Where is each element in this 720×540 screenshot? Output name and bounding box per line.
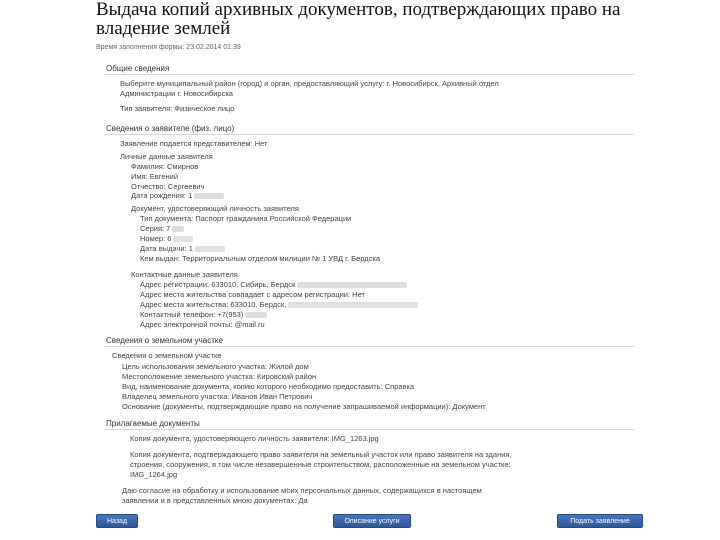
attachment-land-right-line-1: Копия документа, подтверждающего право заявителя на земельный участок или право заявителя на здания, bbox=[130, 450, 512, 459]
section-general-title: Общие сведения bbox=[106, 64, 170, 73]
number-field: Номер: 6 bbox=[140, 234, 193, 243]
land-owner-field: Владелец земельного участка: Иванов Иван Петрович bbox=[122, 392, 313, 401]
attachment-land-right-line-2: строения, сооружения, в том числе незавершенные строительством, расположенные на земельном участке: bbox=[130, 460, 511, 469]
attachment-id-doc[interactable]: Копия документа, удостоверяющего личность заявителя: IMG_1263.jpg bbox=[130, 434, 379, 443]
back-button[interactable]: Назад bbox=[96, 514, 138, 528]
section-divider bbox=[104, 429, 634, 430]
personal-data-title: Личные данные заявителя bbox=[120, 152, 213, 161]
email-field: Адрес электронной почты: @mail.ru bbox=[140, 320, 265, 329]
section-divider bbox=[104, 134, 634, 135]
applicant-type: Тип заявителя: Физическое лицо bbox=[120, 104, 235, 113]
registration-address-field: Адрес регистрации: 633010, Сибирь, Бердск bbox=[140, 280, 407, 289]
land-subsection-title: Сведения о земельном участке bbox=[112, 351, 222, 360]
section-divider bbox=[104, 74, 634, 75]
issuer-field: Кем выдан: Территориальным отделом милиции № 1 УВД г. Бердска bbox=[140, 254, 380, 263]
basis-field: Основание (документы, подтверждающие право на получение запрашиваемой информации): Документ bbox=[122, 402, 486, 411]
surname-field: Фамилия: Смирнов bbox=[131, 162, 199, 171]
issue-date-field: Дата выдачи: 1 bbox=[140, 244, 225, 253]
land-purpose-field: Цель использования земельного участка: Жилой дом bbox=[122, 362, 309, 371]
series-field: Серия: 7 bbox=[140, 224, 184, 233]
section-applicant-title: Сведения о заявителе (физ. лицо) bbox=[106, 124, 235, 133]
section-divider bbox=[104, 346, 634, 347]
document-kind-field: Вид, наименование документа, копию которого необходимо предоставить: Справка bbox=[122, 382, 415, 391]
general-line-1: Выберите муниципальный район (город) и орган, предоставляющий услугу: г. Новосибирск, Архивный отдел bbox=[120, 79, 499, 88]
page-title: Выдача копий архивных документов, подтверждающих право на владение землей bbox=[96, 0, 621, 39]
address-match-field: Адрес места жительства совпадает с адресом регистрации: Нет bbox=[140, 290, 365, 299]
section-land-title: Сведения о земельном участке bbox=[106, 336, 223, 345]
name-field: Имя: Евгений bbox=[131, 172, 179, 181]
consent-line-2: заявлении и в представленных мною документах: Да bbox=[122, 496, 308, 505]
attachment-land-right-file[interactable]: IMG_1264.jpg bbox=[130, 470, 178, 479]
identity-doc-title: Документ, удостоверяющий личность заявителя bbox=[131, 204, 299, 213]
phone-field: Контактный телефон: +7(953) bbox=[140, 310, 267, 319]
submit-application-button[interactable]: Подать заявление bbox=[557, 514, 643, 528]
section-attachments-title: Прилагаемые документы bbox=[106, 419, 200, 428]
doc-type-field: Тип документа: Паспорт гражданина Российской Федерации bbox=[140, 214, 352, 223]
patronymic-field: Отчество: Сергеевич bbox=[131, 182, 205, 191]
representative-field: Заявление подается представителем: Нет bbox=[120, 139, 268, 148]
residence-address-field: Адрес места жительства: 633010, Бердск, bbox=[140, 300, 418, 309]
consent-line-1: Даю согласие на обработку и использование моих персональных данных, содержащихся в настоящем bbox=[122, 486, 482, 495]
contacts-title: Контактные данные заявителя bbox=[131, 270, 238, 279]
general-line-2: Администрации г. Новосибирска bbox=[120, 89, 233, 98]
land-location-field: Местоположение земельного участка: Кировский район bbox=[122, 372, 317, 381]
birth-date-field: Дата рождения: 1 bbox=[131, 191, 224, 200]
service-description-button[interactable]: Описание услуги bbox=[333, 514, 411, 528]
form-timestamp: Время заполнения формы: 23.02.2014 01:39 bbox=[96, 44, 241, 51]
